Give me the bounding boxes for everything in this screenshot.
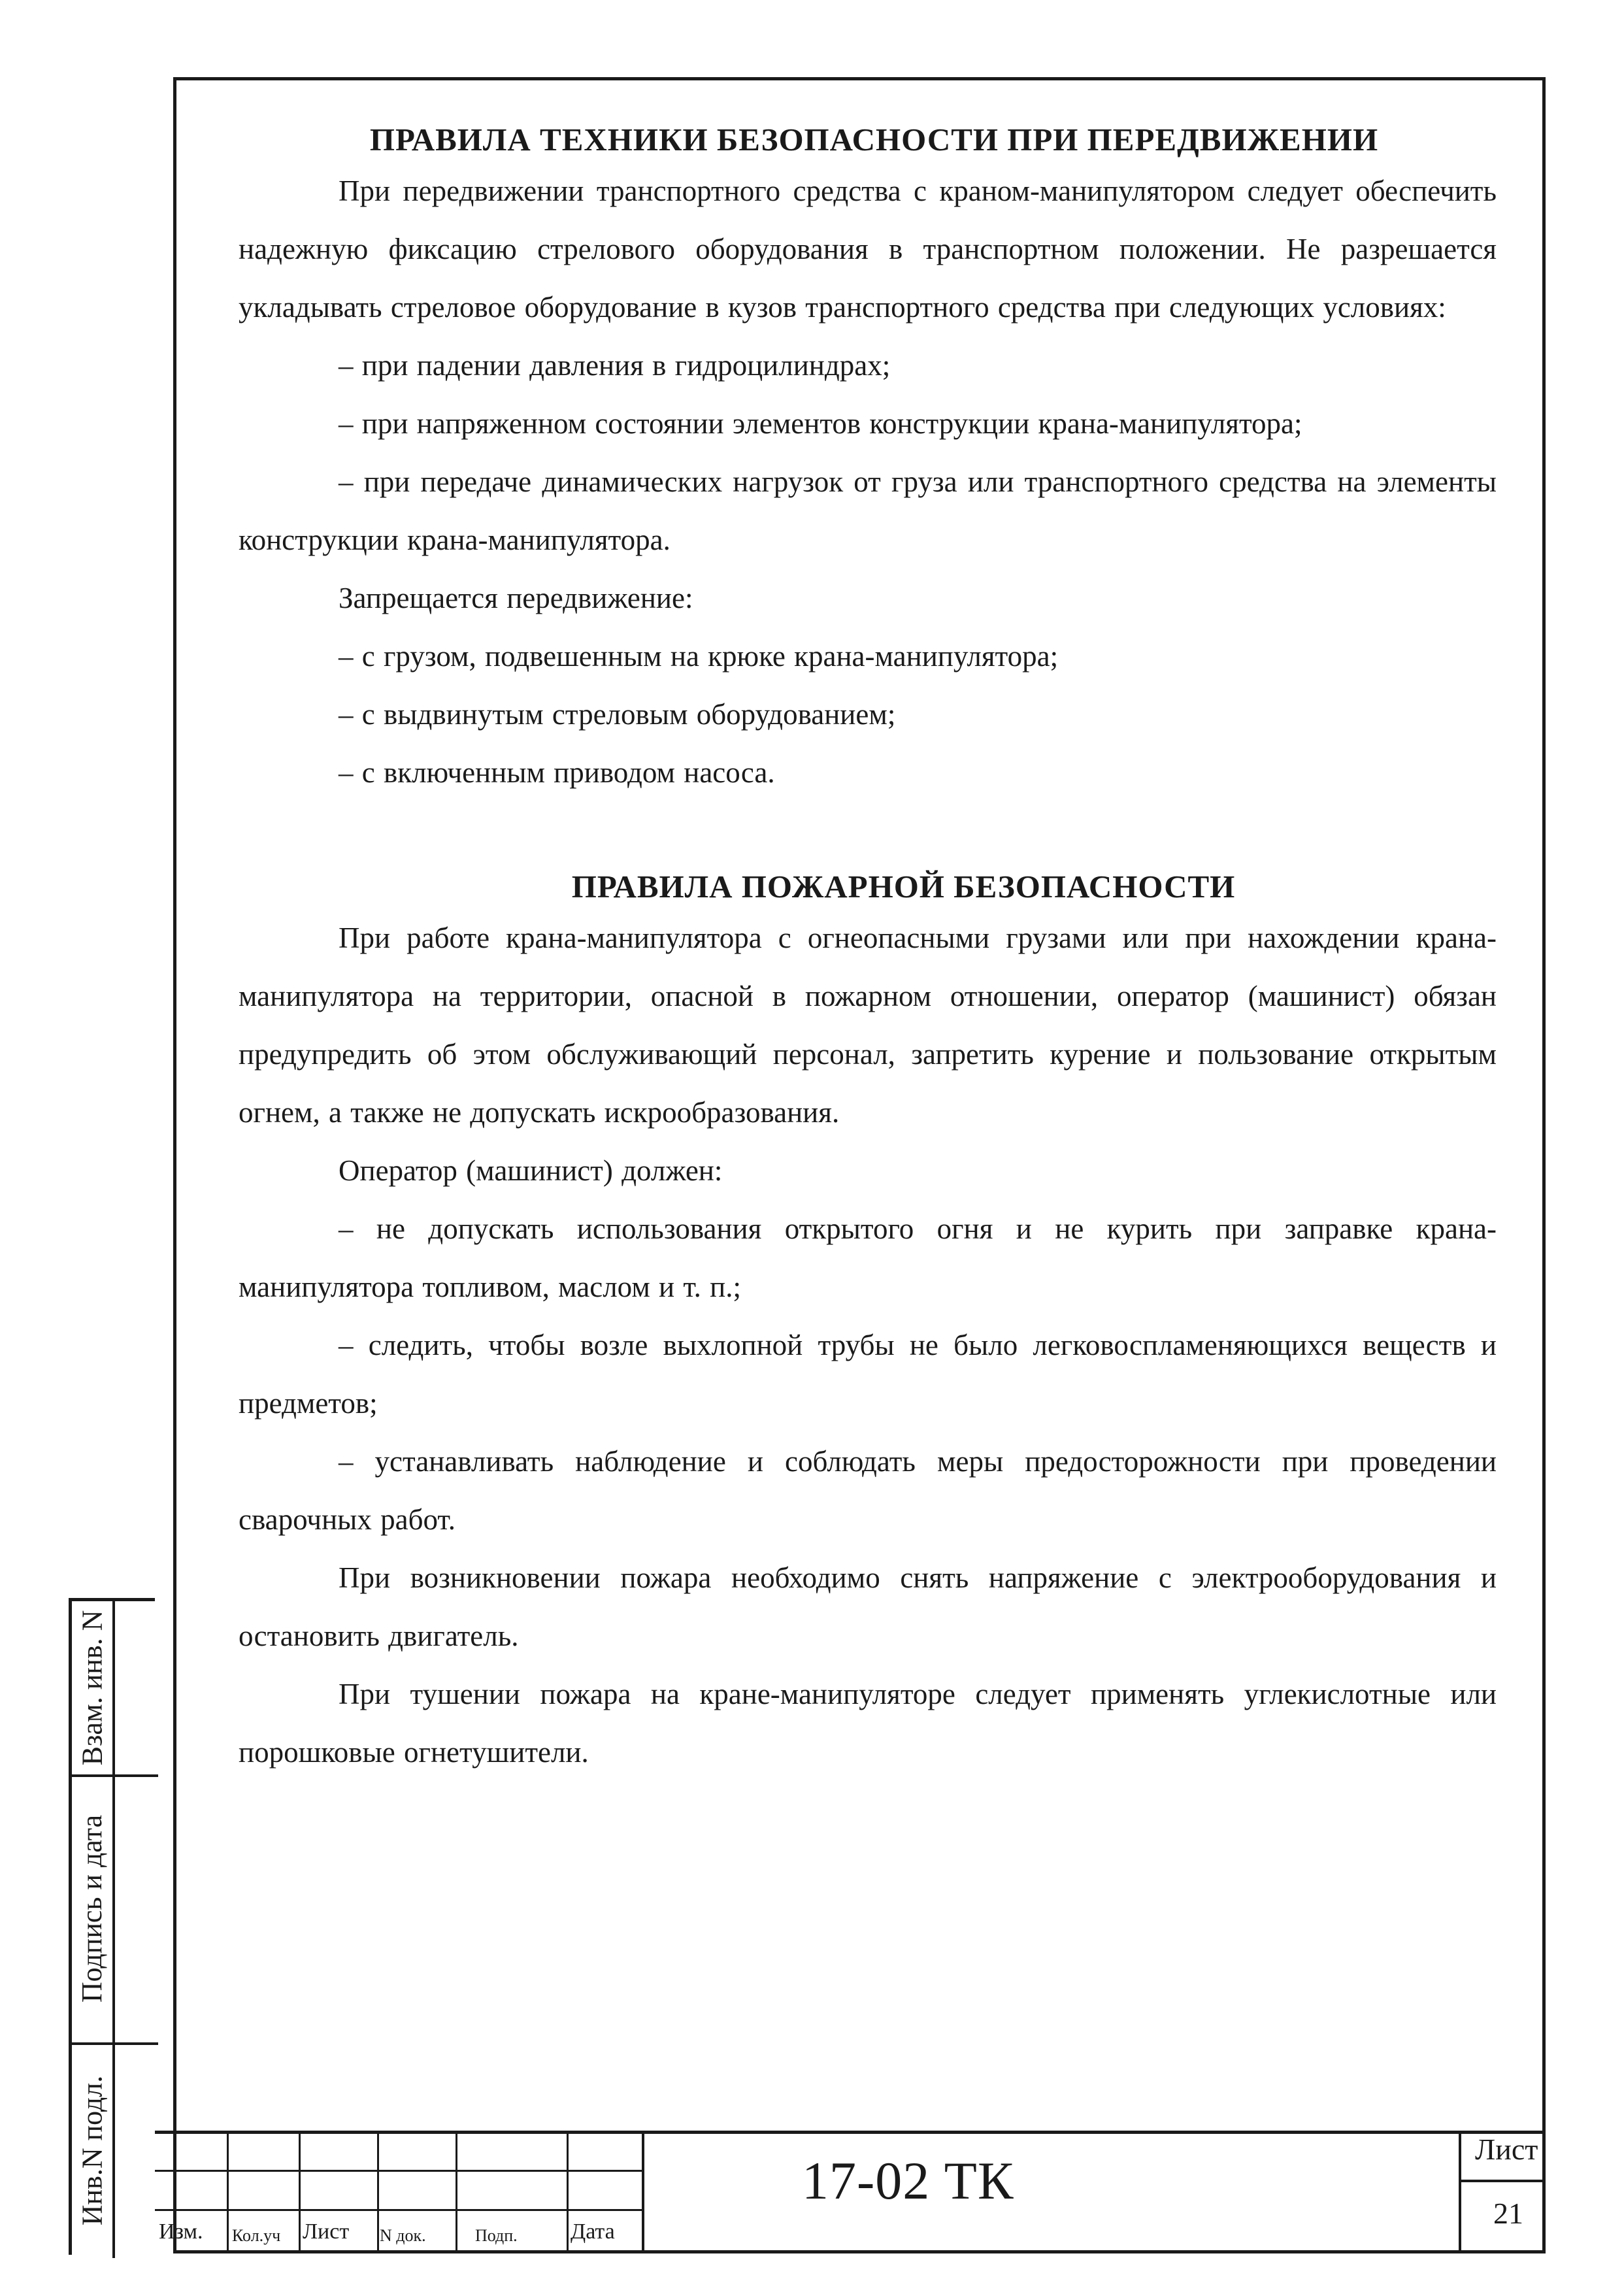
col-label-data: Дата: [571, 2219, 615, 2244]
col-label-izm: Изм.: [159, 2219, 203, 2244]
col-label-kol: Кол.уч: [232, 2226, 281, 2245]
paragraph: При работе крана-манипулятора с огнеопасными грузами или при нахождении крана-манипулятора на территории, опасной в пожарном отношении, оператор (машинист) обязан предупредить об этом обслуживающий персонал, запретить курение и пользование открытым огнем, а также не допускать искрообразования.: [239, 922, 1497, 1129]
list-item: – не допускать использования открытого огня и не курить при заправке крана-манипулятора топливом, маслом и т. п.;: [239, 1212, 1497, 1303]
paragraph: При передвижении транспортного средства с краном-манипулятором следует обеспечить надежную фиксацию стрелового оборудования в транспортном положении. Не разрешается укладывать стреловое оборудование в кузов транспортного средства при следующих условиях:: [239, 175, 1497, 324]
section-title-fire-safety: ПРАВИЛА ПОЖАРНОЙ БЕЗОПАСНОСТИ: [571, 869, 1236, 905]
sheet-label: Лист: [1475, 2133, 1538, 2166]
list-item: – при передаче динамических нагрузок от груза или транспортного средства на элементы конструкции крана-манипулятора.: [239, 465, 1497, 556]
title-block-divider: [642, 2131, 644, 2253]
side-label-text: Взам. инв. N: [76, 1610, 108, 1766]
list-item: – с грузом, подвешенным на крюке крана-манипулятора;: [339, 640, 1059, 673]
title-block: [155, 2131, 1546, 2253]
title-block-divider: [1459, 2131, 1461, 2253]
title-block-divider: [567, 2131, 569, 2253]
side-label-text: Инв.N подл.: [76, 2075, 108, 2225]
title-block-divider: [456, 2131, 457, 2253]
list-item: – с включенным приводом насоса.: [339, 756, 775, 789]
col-label-list: Лист: [303, 2219, 350, 2244]
document-body: [239, 118, 1497, 1782]
paragraph: Оператор (машинист) должен:: [339, 1154, 723, 1187]
side-label-vzam: [72, 1601, 112, 1774]
list-item: – устанавливать наблюдение и соблюдать меры предосторожности при проведении сварочных работ.: [239, 1445, 1497, 1536]
sheet-number: 21: [1493, 2197, 1523, 2230]
title-block-divider: [299, 2131, 301, 2253]
title-block-divider: [1459, 2180, 1546, 2182]
side-label-text: Подпись и дата: [76, 1814, 108, 2003]
document-code: 17-02 ТК: [802, 2151, 1014, 2210]
paragraph: При возникновении пожара необходимо снять напряжение с электрооборудования и остановить двигатель.: [239, 1561, 1497, 1652]
list-item: – при напряженном состоянии элементов конструкции крана-манипулятора;: [339, 407, 1302, 440]
col-label-podp: Подп.: [475, 2226, 518, 2245]
list-item: – при падении давления в гидроцилиндрах;: [339, 349, 891, 382]
side-stamp: [69, 1598, 155, 2255]
section-title-movement-safety: ПРАВИЛА ТЕХНИКИ БЕЗОПАСНОСТИ ПРИ ПЕРЕДВИЖЕНИИ: [369, 122, 1379, 158]
side-label-inv: [72, 2042, 112, 2258]
paragraph: Запрещается передвижение:: [339, 582, 693, 614]
title-block-divider: [155, 2131, 1546, 2134]
list-item: – следить, чтобы возле выхлопной трубы не было легковоспламеняющихся веществ и предметов;: [239, 1329, 1497, 1420]
list-item: – с выдвинутым стреловым оборудованием;: [339, 698, 896, 731]
title-block-divider: [227, 2131, 229, 2253]
side-divider: [112, 1601, 115, 2258]
title-block-divider: [377, 2131, 379, 2253]
side-label-podpis: [72, 1774, 112, 2042]
paragraph: При тушении пожара на кране-манипуляторе следует применять углекислотные или порошковые огнетушители.: [239, 1678, 1497, 1769]
col-label-ndok: N док.: [380, 2226, 426, 2245]
